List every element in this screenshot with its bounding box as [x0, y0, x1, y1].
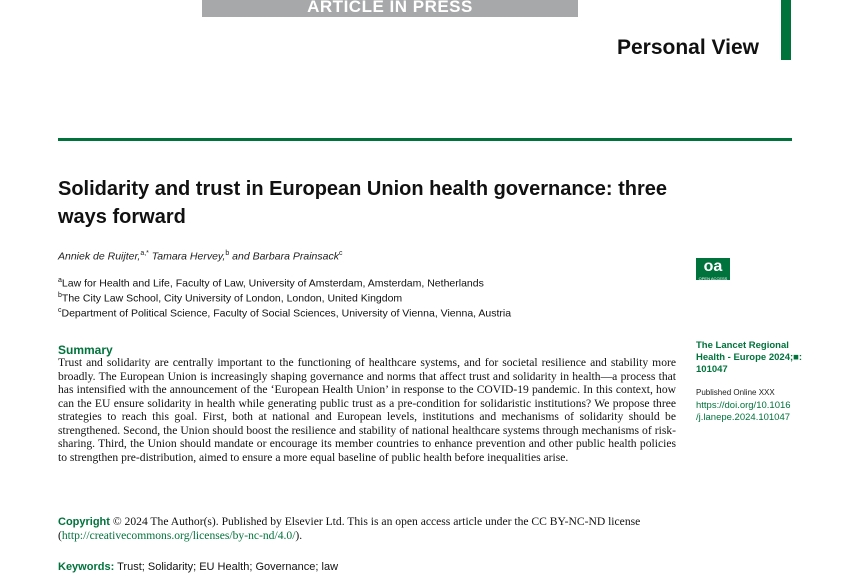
author-name[interactable]: and Barbara Prainsack — [232, 250, 339, 263]
article-title: Solidarity and trust in European Union health governance: three ways forward — [58, 178, 667, 228]
keywords-list: Trust; Solidarity; EU Health; Governance; law — [114, 561, 339, 573]
affiliation-text: Law for Health and Life, Faculty of Law, University of Amsterdam, Amsterdam, Netherlands — [61, 277, 484, 290]
keywords — [58, 561, 338, 573]
copyright-label: Copyright — [58, 516, 110, 528]
summary-text: Trust and solidarity are centrally important to the functioning of healthcare systems, and for societal resilience and stability more broadly. The European Union is increasingly shaping governance and norms that affect trust and solidarity in health—a process that has intensified with the announcement of the ‘European Health Union’ in response to the COVID-19 pandemic. In this context, how can the EU ensure solidarity in health while generating public trust as a pre-condition for solidaristic institutions? We propose three strategies to reach this goal. First, both at national and European levels, institutions and mechanisms of solidarity should be strengthened. Second, the Union should boost the resilience and stability of national healthcare systems through mechanisms of risk-sharing. Third, the Union should mandate or encourage its member countries to enhance prevention and other public health policies to strengthen pre-distribution, aimed to ensure a more equal baseline of public health before inequalities arise. — [58, 356, 676, 464]
affiliation-marker: b — [58, 292, 62, 299]
author-affiliation-marker[interactable]: a,* — [140, 250, 149, 257]
copyright-end: ). — [295, 529, 303, 542]
open-access-icon-caption: OPEN ACCESS — [698, 276, 728, 281]
affiliation-marker: a — [58, 277, 62, 284]
section-label: Personal View — [616, 36, 759, 59]
copyright-text: © 2024 The Author(s). Published by Elsevier Ltd. This is an open access article under the CC BY-NC-ND license ( — [58, 515, 641, 542]
affiliation — [58, 292, 402, 305]
journal-accent-bar — [781, 0, 791, 60]
license-link[interactable]: http://creativecommons.org/licenses/by-nc-nd/4.0/ — [61, 529, 296, 542]
author-name[interactable]: Anniek de Ruijter, — [58, 250, 141, 263]
published-online: Published Online XXX — [696, 388, 775, 397]
author-affiliation-marker[interactable]: b — [225, 250, 230, 257]
affiliation-text: The City Law School, City University of London, London, United Kingdom — [61, 292, 403, 305]
article-in-press-banner: ARTICLE IN PRESS — [202, 0, 578, 17]
journal-citation[interactable]: The Lancet Regional Health - Europe 2024;■: 101047 — [696, 340, 803, 375]
affiliation — [58, 307, 511, 320]
open-access-icon: oa — [696, 258, 730, 280]
doi-link[interactable]: https://doi.org/10.1016/j.lanepe.2024.101047 — [696, 400, 791, 423]
affiliation-text: Department of Political Science, Faculty of Social Sciences, University of Vienna, Vienna, Austria — [61, 307, 512, 320]
affiliation-marker: c — [58, 307, 62, 314]
author-name[interactable]: Tamara Hervey, — [151, 250, 226, 263]
keywords-label: Keywords: — [58, 561, 115, 573]
copyright-notice — [58, 515, 658, 543]
affiliation — [58, 277, 484, 290]
author-list — [58, 250, 342, 263]
summary-heading: Summary — [58, 343, 113, 357]
header-rule — [58, 138, 792, 141]
author-affiliation-marker[interactable]: c — [338, 250, 343, 257]
